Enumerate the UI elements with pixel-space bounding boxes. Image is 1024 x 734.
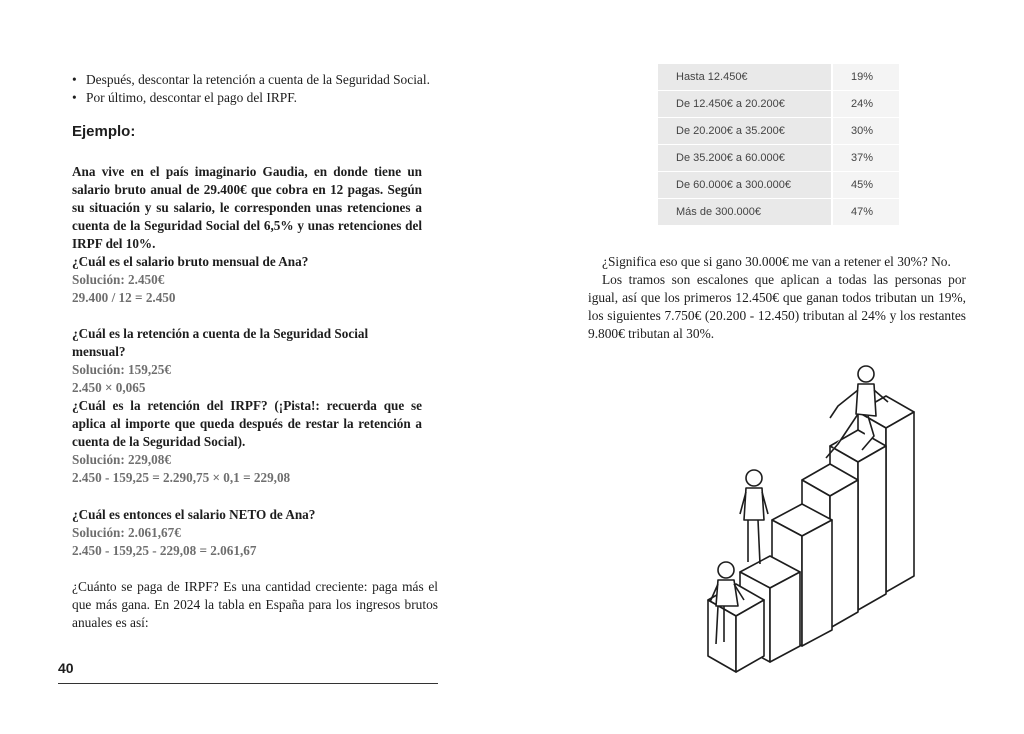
standing-person: [740, 470, 768, 564]
footer-rule: [58, 683, 438, 684]
calculation-text: 2.450 - 159,25 = 2.290,75 × 0,1 = 229,08: [72, 470, 291, 485]
table-cell-range: De 60.000€ a 300.000€: [658, 172, 832, 199]
question-text: ¿Cuál es el salario bruto mensual de Ana?: [72, 254, 309, 269]
irpf-table: [658, 64, 899, 226]
solution-text: Solución: 2.061,67€: [72, 525, 181, 540]
table-row: [658, 64, 899, 91]
list-item: • Después, descontar la retención a cuenta de la Seguridad Social.: [72, 71, 442, 89]
calculation-text: 29.400 / 12 = 2.450: [72, 290, 176, 305]
table-row: [658, 145, 899, 172]
table-cell-range: Hasta 12.450€: [658, 64, 832, 91]
example-intro: [72, 163, 422, 253]
question-text: ¿Cuál es la retención a cuenta de la Seguridad Social mensual?: [72, 326, 369, 359]
calculation-text: 2.450 × 0,065: [72, 380, 146, 395]
explanation-text: [588, 253, 966, 343]
right-page: [512, 0, 1024, 734]
intro-text: Ana vive en el país imaginario Gaudia, en donde tiene un salario bruto anual de 29.400€ que cobra en 12 pagas. Según su situación y su salario, le corresponden unas retenciones a cuenta de la Seguridad Social del 6,5% y unas retenciones del IRPF del 10%.: [72, 164, 422, 251]
question-block-3: [72, 397, 422, 487]
table-row: [658, 199, 899, 226]
solution-text: Solución: 2.450€: [72, 272, 165, 287]
table-cell-range: De 35.200€ a 60.000€: [658, 145, 832, 172]
explanation-paragraph: ¿Significa eso que si gano 30.000€ me van a retener el 30%? No.: [602, 254, 951, 269]
table-cell-rate: 47%: [832, 199, 899, 226]
table-row: [658, 118, 899, 145]
steps-list: [72, 71, 442, 107]
table-cell-rate: 37%: [832, 145, 899, 172]
table-cell-rate: 19%: [832, 64, 899, 91]
table-cell-range: De 12.450€ a 20.200€: [658, 91, 832, 118]
list-item: • Por último, descontar el pago del IRPF.: [72, 89, 442, 107]
staircase-illustration: [662, 362, 1002, 682]
table-row: [658, 91, 899, 118]
solution-text: Solución: 159,25€: [72, 362, 171, 377]
table-cell-rate: 24%: [832, 91, 899, 118]
question-block-4: [72, 506, 422, 560]
table-cell-rate: 30%: [832, 118, 899, 145]
question-block-2: [72, 325, 424, 397]
table-cell-range: De 20.200€ a 35.200€: [658, 118, 832, 145]
table-cell-range: Más de 300.000€: [658, 199, 832, 226]
question-text: ¿Cuál es entonces el salario NETO de Ana?: [72, 507, 316, 522]
page-number: 40: [58, 660, 74, 676]
question-text: ¿Cuál es la retención del IRPF? (¡Pista!: recuerda que se aplica al importe que queda después de restar la retención a cuenta de la Seguridad Social).: [72, 398, 422, 449]
table-cell-rate: 45%: [832, 172, 899, 199]
question-block-1: [72, 253, 422, 307]
closing-paragraph: ¿Cuánto se paga de IRPF? Es una cantidad creciente: paga más el que más gana. En 2024 la tabla en España para los ingresos brutos anuales es así:: [72, 579, 438, 630]
explanation-paragraph: Los tramos son escalones que aplican a todas las personas por igual, así que los primeros 12.450€ que ganan todos tributan un 19%, los siguientes 7.750€ (20.200 - 12.450) tributan al 24% y los restantes 9.800€ tributan al 30%.: [588, 272, 966, 341]
calculation-text: 2.450 - 159,25 - 229,08 = 2.061,67: [72, 543, 257, 558]
solution-text: Solución: 229,08€: [72, 452, 171, 467]
example-heading: Ejemplo:: [72, 123, 136, 140]
table-row: [658, 172, 899, 199]
